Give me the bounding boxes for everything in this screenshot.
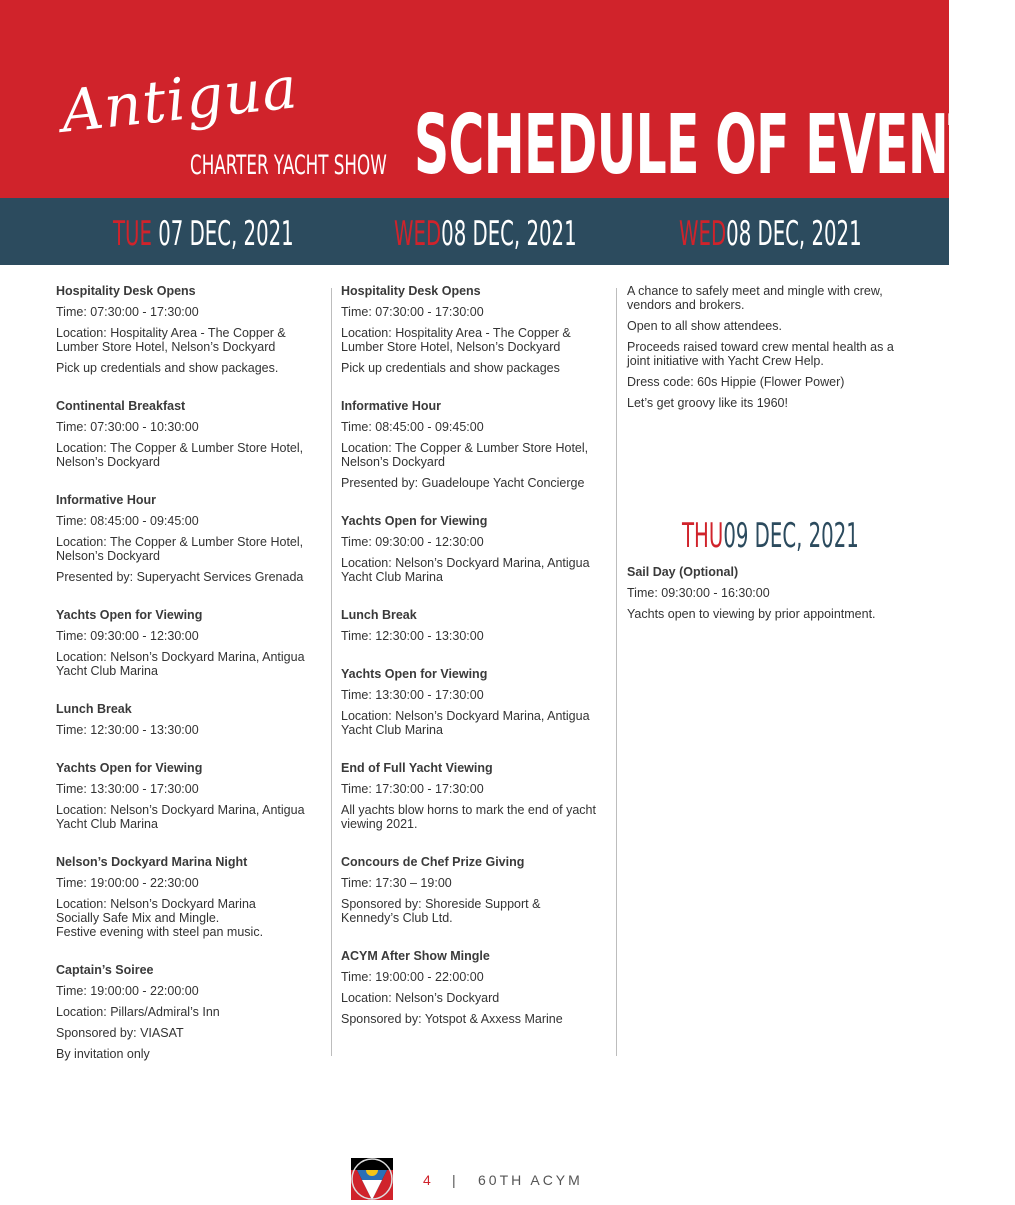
event-detail: Pick up credentials and show packages [341, 361, 560, 375]
event-detail: Location: Nelson’s Dockyard [341, 991, 500, 1005]
day-of-week: WED [394, 214, 442, 254]
event-detail: Pick up credentials and show packages. [56, 361, 279, 375]
event-detail: Time: 12:30:00 - 13:30:00 [56, 723, 199, 737]
event-detail: Time: 12:30:00 - 13:30:00 [341, 629, 484, 643]
event-item [56, 855, 316, 939]
event-item [56, 761, 316, 831]
event-detail: Sponsored by: Shoreside Support & Kennedy’s Club Ltd. [341, 897, 541, 925]
event-detail: Location: Hospitality Area - The Copper & Lumber Store Hotel, Nelson’s Dockyard [56, 326, 286, 354]
event-detail: Presented by: Guadeloupe Yacht Concierge [341, 476, 585, 490]
event-detail: Time: 19:00:00 - 22:30:00 [56, 876, 199, 890]
event-title: Concours de Chef Prize Giving [341, 855, 525, 869]
event-detail: Time: 17:30:00 - 17:30:00 [341, 782, 484, 796]
event-detail: Location: Nelson’s Dockyard Marina, Antigua Yacht Club Marina [341, 709, 590, 737]
event-detail: By invitation only [56, 1047, 150, 1061]
event-detail: Sponsored by: Yotspot & Axxess Marine [341, 1012, 563, 1026]
event-title: End of Full Yacht Viewing [341, 761, 493, 775]
schedule-column-wed [341, 284, 601, 1050]
event-detail: Location: The Copper & Lumber Store Hotel, Nelson’s Dockyard [56, 535, 304, 563]
schedule-column-tue [56, 284, 316, 1085]
day-heading-tue [113, 214, 294, 254]
event-item [341, 399, 601, 490]
event-title: Yachts Open for Viewing [56, 761, 203, 775]
column-divider [331, 288, 332, 1056]
schedule-column-thu [627, 565, 902, 645]
day-heading-wed-2 [679, 214, 862, 254]
event-detail: Time: 07:30:00 - 17:30:00 [56, 305, 199, 319]
event-item [341, 761, 601, 831]
event-detail: Time: 13:30:00 - 17:30:00 [341, 688, 484, 702]
event-detail: All yachts blow horns to mark the end of yacht viewing 2021. [341, 803, 596, 831]
event-detail: Time: 13:30:00 - 17:30:00 [56, 782, 199, 796]
event-detail: Dress code: 60s Hippie (Flower Power) [627, 375, 845, 389]
day-heading-wed-1 [394, 214, 577, 254]
event-title: Hospitality Desk Opens [341, 284, 481, 298]
event-title: Continental Breakfast [56, 399, 186, 413]
event-item [56, 963, 316, 1061]
event-item [341, 855, 601, 925]
footer-separator: | [452, 1172, 456, 1188]
event-title: Yachts Open for Viewing [56, 608, 203, 622]
event-title: Informative Hour [56, 493, 157, 507]
event-detail: Time: 07:30:00 - 10:30:00 [56, 420, 199, 434]
event-title: Lunch Break [341, 608, 417, 622]
event-title: Hospitality Desk Opens [56, 284, 196, 298]
logo-subtitle: CHARTER YACHT SHOW [190, 150, 387, 181]
event-detail: Open to all show attendees. [627, 319, 782, 333]
antigua-flag-icon [351, 1158, 393, 1200]
event-detail: Time: 08:45:00 - 09:45:00 [56, 514, 199, 528]
event-title: Informative Hour [341, 399, 442, 413]
schedule-column-wed-continued [627, 284, 902, 417]
event-item [56, 493, 316, 584]
event-item [341, 514, 601, 584]
column-divider [616, 288, 617, 1056]
event-detail: Location: The Copper & Lumber Store Hotel, Nelson’s Dockyard [341, 441, 589, 469]
event-detail: Location: Pillars/Admiral’s Inn [56, 1005, 220, 1019]
event-detail: Let’s get groovy like its 1960! [627, 396, 788, 410]
event-item [56, 284, 316, 375]
footer-label: 60TH ACYM [478, 1172, 583, 1188]
event-detail: Sponsored by: VIASAT [56, 1026, 184, 1040]
event-detail: Time: 07:30:00 - 17:30:00 [341, 305, 484, 319]
event-item [56, 399, 316, 469]
day-of-week: TUE [113, 214, 152, 254]
day-heading-thu [682, 516, 859, 556]
day-date: 09 DEC, 2021 [723, 516, 859, 556]
event-title: Lunch Break [56, 702, 132, 716]
event-detail: Location: Nelson’s Dockyard Marina, Antigua Yacht Club Marina [56, 803, 305, 831]
event-detail: Time: 17:30 – 19:00 [341, 876, 452, 890]
event-detail: Proceeds raised toward crew mental health as a joint initiative with Yacht Crew Help. [627, 340, 894, 368]
page-number: 4 [423, 1172, 432, 1188]
event-detail: A chance to safely meet and mingle with crew, vendors and brokers. [627, 284, 883, 312]
event-title: Yachts Open for Viewing [341, 667, 488, 681]
event-detail: Location: Nelson’s Dockyard Marina Socially Safe Mix and Mingle. Festive evening with steel pan music. [56, 897, 264, 939]
day-date: 08 DEC, 2021 [726, 214, 862, 254]
event-title: ACYM After Show Mingle [341, 949, 490, 963]
event-title: Yachts Open for Viewing [341, 514, 488, 528]
event-item [56, 608, 316, 678]
event-detail: Time: 09:30:00 - 12:30:00 [341, 535, 484, 549]
day-date: 08 DEC, 2021 [441, 214, 577, 254]
event-item [627, 565, 902, 621]
event-detail: Time: 08:45:00 - 09:45:00 [341, 420, 484, 434]
day-date: 07 DEC, 2021 [158, 214, 294, 254]
event-item [56, 702, 316, 737]
day-of-week: WED [679, 214, 727, 254]
day-of-week: THU [682, 516, 724, 556]
event-detail: Time: 09:30:00 - 16:30:00 [627, 586, 770, 600]
event-item [341, 949, 601, 1026]
event-detail: Presented by: Superyacht Services Grenada [56, 570, 304, 584]
page-title: SCHEDULE OF EVENTS [414, 98, 1015, 193]
event-item [341, 667, 601, 737]
event-detail: Location: Hospitality Area - The Copper & Lumber Store Hotel, Nelson’s Dockyard [341, 326, 571, 354]
event-title: Nelson’s Dockyard Marina Night [56, 855, 248, 869]
event-detail: Location: Nelson’s Dockyard Marina, Antigua Yacht Club Marina [56, 650, 305, 678]
event-detail: Location: The Copper & Lumber Store Hotel, Nelson’s Dockyard [56, 441, 304, 469]
event-detail: Yachts open to viewing by prior appointment. [627, 607, 876, 621]
event-title: Sail Day (Optional) [627, 565, 739, 579]
event-detail: Location: Nelson’s Dockyard Marina, Antigua Yacht Club Marina [341, 556, 590, 584]
event-item [341, 608, 601, 643]
event-title: Captain’s Soiree [56, 963, 154, 977]
event-detail: Time: 09:30:00 - 12:30:00 [56, 629, 199, 643]
event-detail: Time: 19:00:00 - 22:00:00 [56, 984, 199, 998]
event-detail: Time: 19:00:00 - 22:00:00 [341, 970, 484, 984]
logo-script-antigua: Antigua [58, 53, 301, 146]
event-item [341, 284, 601, 375]
